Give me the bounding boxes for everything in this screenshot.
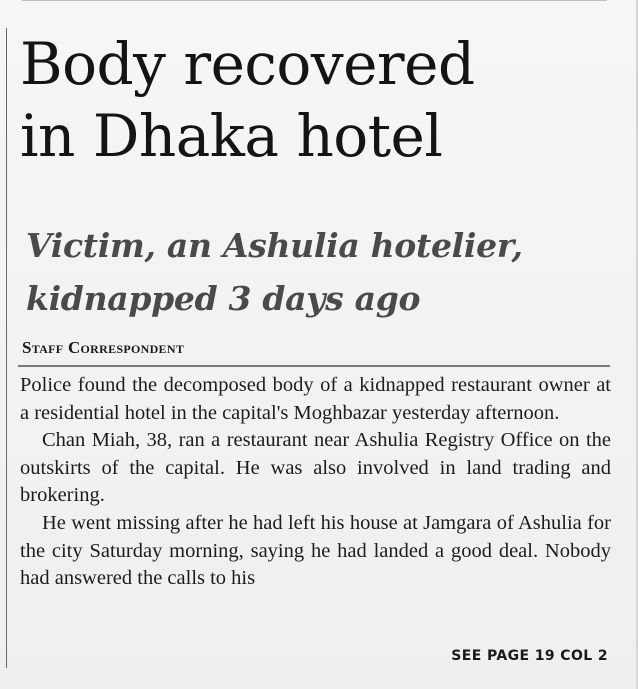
continuation-jump-line: SEE PAGE 19 COL 2 [451,648,608,664]
headline-line-1: Body recovered [20,30,475,98]
clipping-top-edge [22,0,607,1]
paragraph-3: He went missing after he had left his house at Jamgara of Ashulia for the city Saturday morning, saying he had landed a good deal. Nobody had answered the calls to his [20,511,611,590]
subheadline-line-1: Victim, an Ashulia hotelier, [26,226,523,265]
column-left-rule [6,28,7,668]
subheadline-line-2: kidnapped 3 days ago [26,279,421,318]
headline [20,28,630,172]
byline: Staff Correspondent [22,338,185,357]
article-body [20,372,611,593]
subheadline [26,219,626,325]
byline-divider [18,365,610,367]
paragraph-2: Chan Miah, 38, ran a restaurant near Ashulia Registry Office on the outskirts of the capital. He was also involved in land trading and brokering. [20,429,611,507]
paragraph-1: Police found the decomposed body of a kidnapped restaurant owner at a residential hotel in the capital's Moghbazar yesterday afternoon. [20,374,611,424]
headline-line-2: in Dhaka hotel [20,102,443,170]
